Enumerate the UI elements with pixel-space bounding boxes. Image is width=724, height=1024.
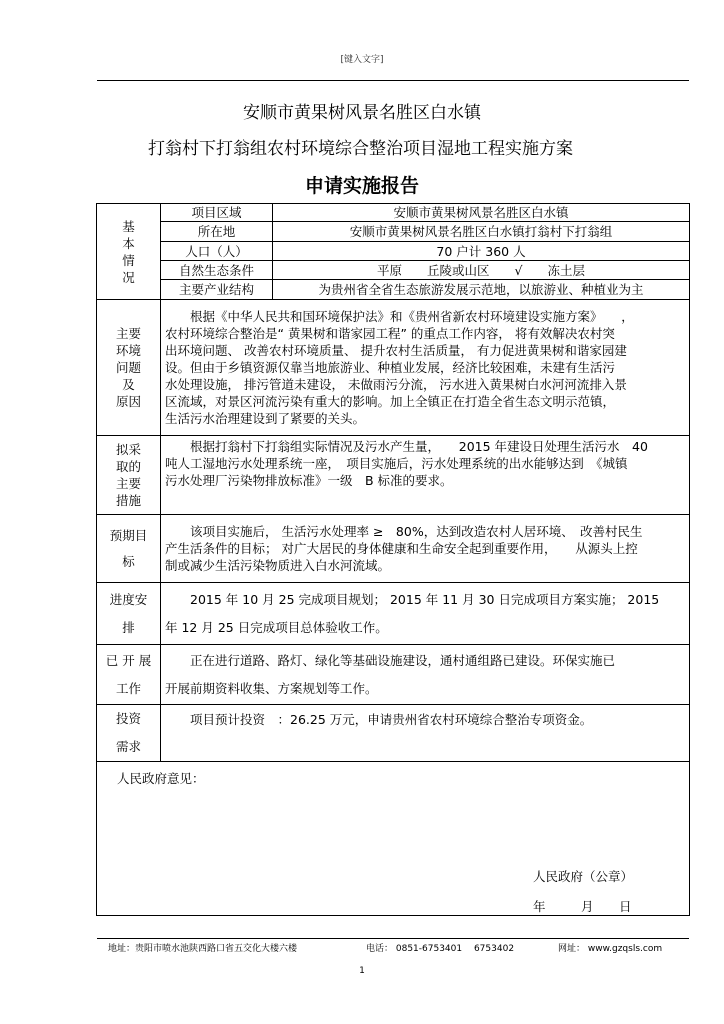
section-label-problems	[97, 300, 161, 436]
section-label-measures	[97, 436, 161, 515]
date-month: 月	[581, 899, 594, 914]
content-line: 产生活条件的目标； 对广大居民的身体健康和生命安全起到重要作用， 从源头上控	[165, 541, 638, 556]
section-row-progress	[97, 645, 690, 705]
label-line: 措施	[115, 493, 141, 508]
content-line: 正在进行道路、路灯、绿化等基础设施建设，通村通组路已建设。环保实施已	[190, 652, 616, 668]
content-line: 水处理设施， 排污管道未建设， 未做雨污分流， 污水进入黄果树白水河河流排入景	[165, 377, 627, 392]
opinion-box	[97, 762, 689, 915]
content-line: 农村环境综合整治是“ 黄果树和谐家园工程” 的重点工作内容， 将有效解决农村突	[165, 326, 615, 341]
section-row-measures	[97, 436, 690, 515]
footer-address: 地址：贵阳市喷水池陕西路口省五交化大楼六楼	[108, 944, 298, 954]
footer-divider	[97, 938, 689, 939]
field-value-ecology: 平原 丘陵或山区 √ 冻土层	[273, 261, 690, 280]
label-line: 排	[122, 619, 135, 635]
field-label-population: 人口（人）	[161, 242, 273, 261]
content-line: 开展前期资料收集、方案规划等工作。	[165, 680, 378, 696]
label-line: 标	[122, 553, 135, 569]
label-line: 及	[122, 377, 135, 392]
section-content-measures	[161, 436, 690, 515]
basic-info-label	[97, 204, 161, 300]
content-line: 根据打翁村下打翁组实际情况及污水产生量， 2015 年建设日处理生活污水 40	[190, 439, 648, 454]
government-opinion-cell	[97, 762, 690, 916]
content-line: 生活污水治理建设到了紧要的关头。	[165, 411, 366, 426]
opinion-label: 人民政府意见：	[117, 771, 205, 786]
footer-phone: 电话： 0851-6753401 6753402	[366, 944, 515, 954]
field-value-location: 安顺市黄果树风景名胜区白水镇打翁村下打翁组	[273, 222, 690, 242]
content-line: 根据《中华人民共和国环境保护法》和《贵州省新农村环境建设实施方案》 ，	[190, 309, 634, 324]
section-label-goals	[97, 515, 161, 583]
basic-label-char: 基	[122, 218, 135, 234]
application-form-table	[96, 203, 690, 916]
label-line: 问题	[115, 360, 141, 375]
section-row-investment	[97, 705, 690, 762]
section-content-investment	[161, 705, 690, 762]
content-line: 项目预计投资 ：26.25 万元，申请贵州省农村环境综合整治专项资金。	[190, 712, 593, 727]
basic-row	[97, 222, 690, 242]
content-line: 设。但由于乡镇资源仅靠当地旅游业、种植业发展，经济比较困难，未建有生活污	[165, 360, 616, 375]
field-label-region: 项目区域	[161, 204, 273, 222]
section-row-schedule	[97, 583, 690, 645]
section-row-goals	[97, 515, 690, 583]
label-line: 需求	[115, 739, 141, 754]
field-label-industry: 主要产业结构	[161, 280, 273, 300]
section-label-investment	[97, 705, 161, 762]
basic-row	[97, 280, 690, 300]
field-label-ecology: 自然生态条件	[161, 261, 273, 280]
title-line-1: 安顺市黄果树风景名胜区白水镇	[243, 103, 481, 123]
government-seal-label: 人民政府（公章）	[533, 869, 634, 884]
label-line: 拟采	[115, 442, 141, 457]
field-value-population: 70 户计 360 人	[273, 242, 690, 261]
section-content-schedule	[161, 583, 690, 645]
section-content-goals	[161, 515, 690, 583]
field-label-location: 所在地	[161, 222, 273, 242]
basic-label-char: 本	[122, 235, 135, 251]
section-content-progress	[161, 645, 690, 705]
footer-website: 网址： www.gzqsls.com	[558, 944, 663, 954]
basic-row	[97, 242, 690, 261]
label-line: 主要	[115, 476, 141, 491]
date-year: 年	[533, 899, 546, 914]
content-line: 出环境问题、 改善农村环境质量、 提升农村生活质量， 有力促进黄果树和谐家园建	[165, 343, 627, 358]
content-line: 该项目实施后， 生活污水处理率 ≥ 80%，达到改造农村人居环境、 改善村民生	[190, 524, 643, 539]
basic-label-char: 况	[122, 269, 135, 285]
content-line: 年 12 月 25 日完成项目总体验收工作。	[165, 619, 388, 635]
basic-row	[97, 204, 690, 222]
report-title: 申请实施报告	[304, 175, 419, 197]
content-line: 2015 年 10 月 25 完成项目规划； 2015 年 11 月 30 日完成项目方案实施； 2015	[190, 591, 660, 607]
section-label-schedule	[97, 583, 161, 645]
page-header-tag: [键入文字]	[340, 55, 384, 65]
basic-label-char: 情	[122, 252, 135, 268]
section-label-progress	[97, 645, 161, 705]
basic-row	[97, 261, 690, 280]
label-line: 原因	[115, 394, 141, 409]
date-day: 日	[619, 899, 632, 914]
label-line: 进度安	[109, 591, 148, 607]
field-value-region: 安顺市黄果树风景名胜区白水镇	[273, 204, 690, 222]
content-line: 吨人工湿地污水处理系统一座， 项目实施后，污水处理系统的出水能够达到 《城镇	[165, 456, 628, 471]
label-line: 投资	[115, 711, 141, 726]
section-content-problems	[161, 300, 690, 436]
date-line	[533, 898, 632, 915]
content-line: 制或减少生活污染物质进入白水河流域。	[165, 558, 391, 573]
label-line: 主要	[115, 326, 141, 341]
field-value-industry: 为贵州省全省生态旅游发展示范地，以旅游业、种植业为主	[273, 280, 690, 300]
label-line: 已 开 展	[105, 652, 152, 668]
page-number: 1	[359, 966, 365, 976]
header-divider	[97, 80, 689, 81]
title-line-2: 打翁村下打翁组农村环境综合整治项目湿地工程实施方案	[148, 139, 573, 159]
label-line: 工作	[115, 680, 141, 696]
content-line: 污水处理厂污染物排放标准》一级 B 标准的要求。	[165, 473, 453, 488]
content-line: 区流域，对景区河流污染有重大的影响。加上全镇正在打造全省生态文明示范镇，	[165, 394, 616, 409]
label-line: 预期目	[109, 527, 148, 543]
opinion-row	[97, 762, 690, 916]
section-row-problems	[97, 300, 690, 436]
label-line: 取的	[115, 459, 141, 474]
label-line: 环境	[115, 343, 141, 358]
